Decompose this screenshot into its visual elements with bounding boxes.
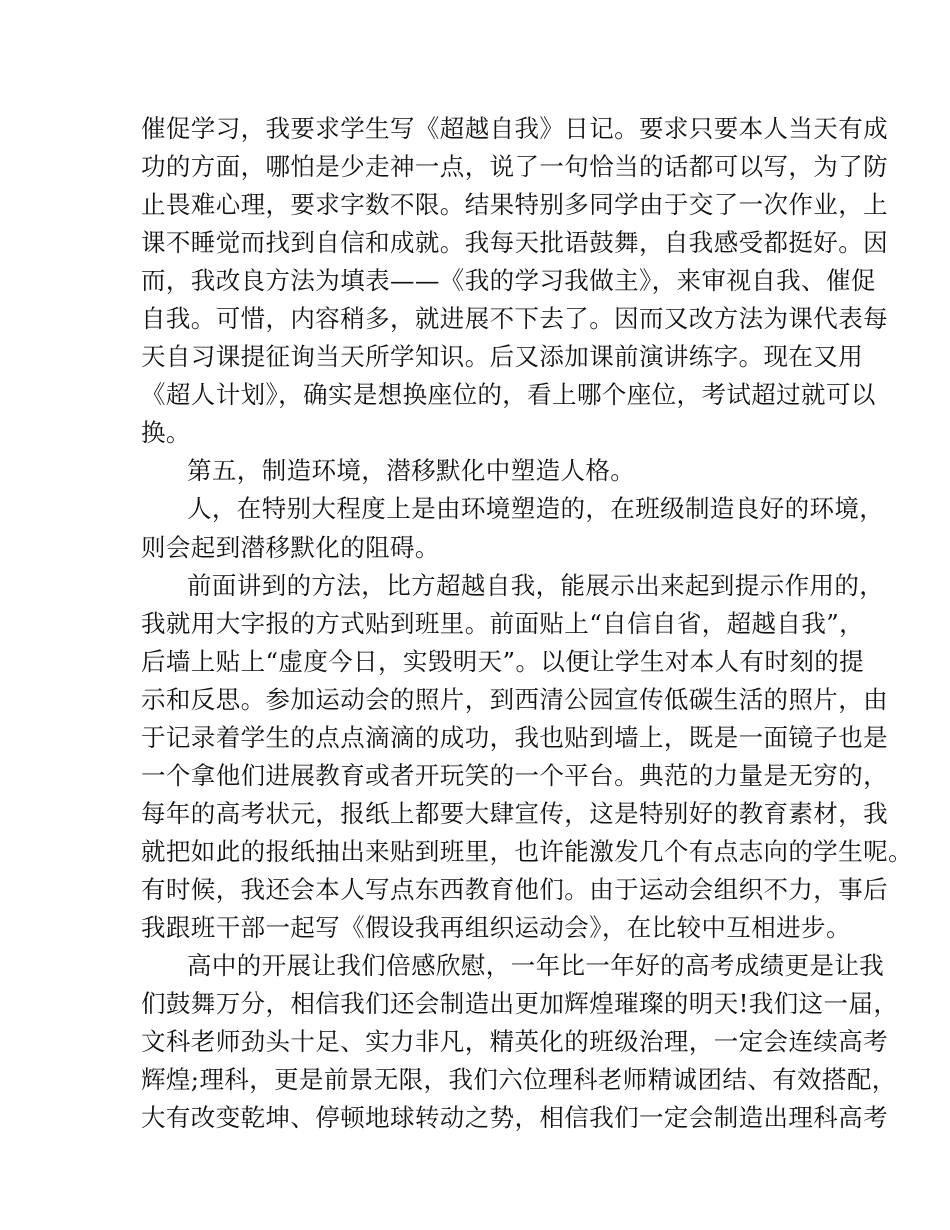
text-line: 自我。可惜，内容稍多，就进展不下去了。因而又改方法为课代表每 xyxy=(141,304,888,334)
document-body xyxy=(141,110,913,1137)
text-line: 课不睡觉而找到自信和成就。我每天批语鼓舞，自我感受都挺好。因 xyxy=(141,228,888,258)
text-line: 功的方面，哪怕是少走神一点，说了一句恰当的话都可以写，为了防 xyxy=(141,152,888,182)
text-line: 辉煌;理科，更是前景无限，我们六位理科老师精诚团结、有效搭配， xyxy=(141,1065,897,1095)
text-line: 有时候，我还会本人写点东西教育他们。由于运动会组织不力，事后 xyxy=(141,874,888,904)
text-line: 每年的高考状元，报纸上都要大肆宣传，这是特别好的教育素材，我 xyxy=(141,798,888,828)
text-line: 《超人计划》，确实是想换座位的，看上哪个座位，考试超过就可以 xyxy=(141,380,876,410)
text-line: 示和反思。参加运动会的照片，到西清公园宣传低碳生活的照片，由 xyxy=(141,684,888,714)
text-line: 我就用大字报的方式贴到班里。前面贴上“自信自省，超越自我”， xyxy=(141,608,865,638)
text-line: 我跟班干部一起写《假设我再组织运动会》，在比较中互相进步。 xyxy=(141,912,851,942)
text-line: 催促学习，我要求学生写《超越自我》日记。要求只要本人当天有成 xyxy=(141,114,888,143)
text-line: 后墙上贴上“虚度今日，实毁明天”。以便让学生对本人有时刻的提 xyxy=(141,646,865,676)
text-line: 则会起到潜移默化的阻碍。 xyxy=(141,532,440,562)
text-line: 止畏难心理，要求字数不限。结果特别多同学由于交了一次作业，上 xyxy=(141,190,888,220)
paragraph-start: 人，在特别大程度上是由环境塑造的，在班级制造良好的环境， xyxy=(187,494,885,524)
text-line: 而，我改良方法为填表——《我的学习我做主》，来审视自我、催促 xyxy=(141,266,876,296)
text-line: 天自习课提征询当天所学知识。后又添加课前演讲练字。现在又用 xyxy=(141,342,864,372)
text-line: 们鼓舞万分，相信我们还会制造出更加辉煌璀璨的明天!我们这一届， xyxy=(141,989,899,1019)
section-heading: 第五，制造环境，潜移默化中塑造人格。 xyxy=(187,456,636,486)
text-line: 换。 xyxy=(141,418,191,448)
text-line: 就把如此的报纸抽出来贴到班里，也许能激发几个有点志向的学生呢。 xyxy=(141,836,913,866)
paragraph-start: 前面讲到的方法，比方超越自我，能展示出来起到提示作用的， xyxy=(187,570,885,600)
text-line: 一个拿他们进展教育或者开玩笑的一个平台。典范的力量是无穷的， xyxy=(141,760,888,790)
text-line: 大有改变乾坤、停顿地球转动之势，相信我们一定会制造出理科高考 xyxy=(141,1103,888,1133)
text-line: 文科老师劲头十足、实力非凡，精英化的班级治理，一定会连续高考 xyxy=(141,1027,888,1057)
text-line: 于记录着学生的点点滴滴的成功，我也贴到墙上，既是一面镜子也是 xyxy=(141,722,888,752)
paragraph-start: 高中的开展让我们倍感欣慰，一年比一年好的高考成绩更是让我 xyxy=(187,951,885,981)
